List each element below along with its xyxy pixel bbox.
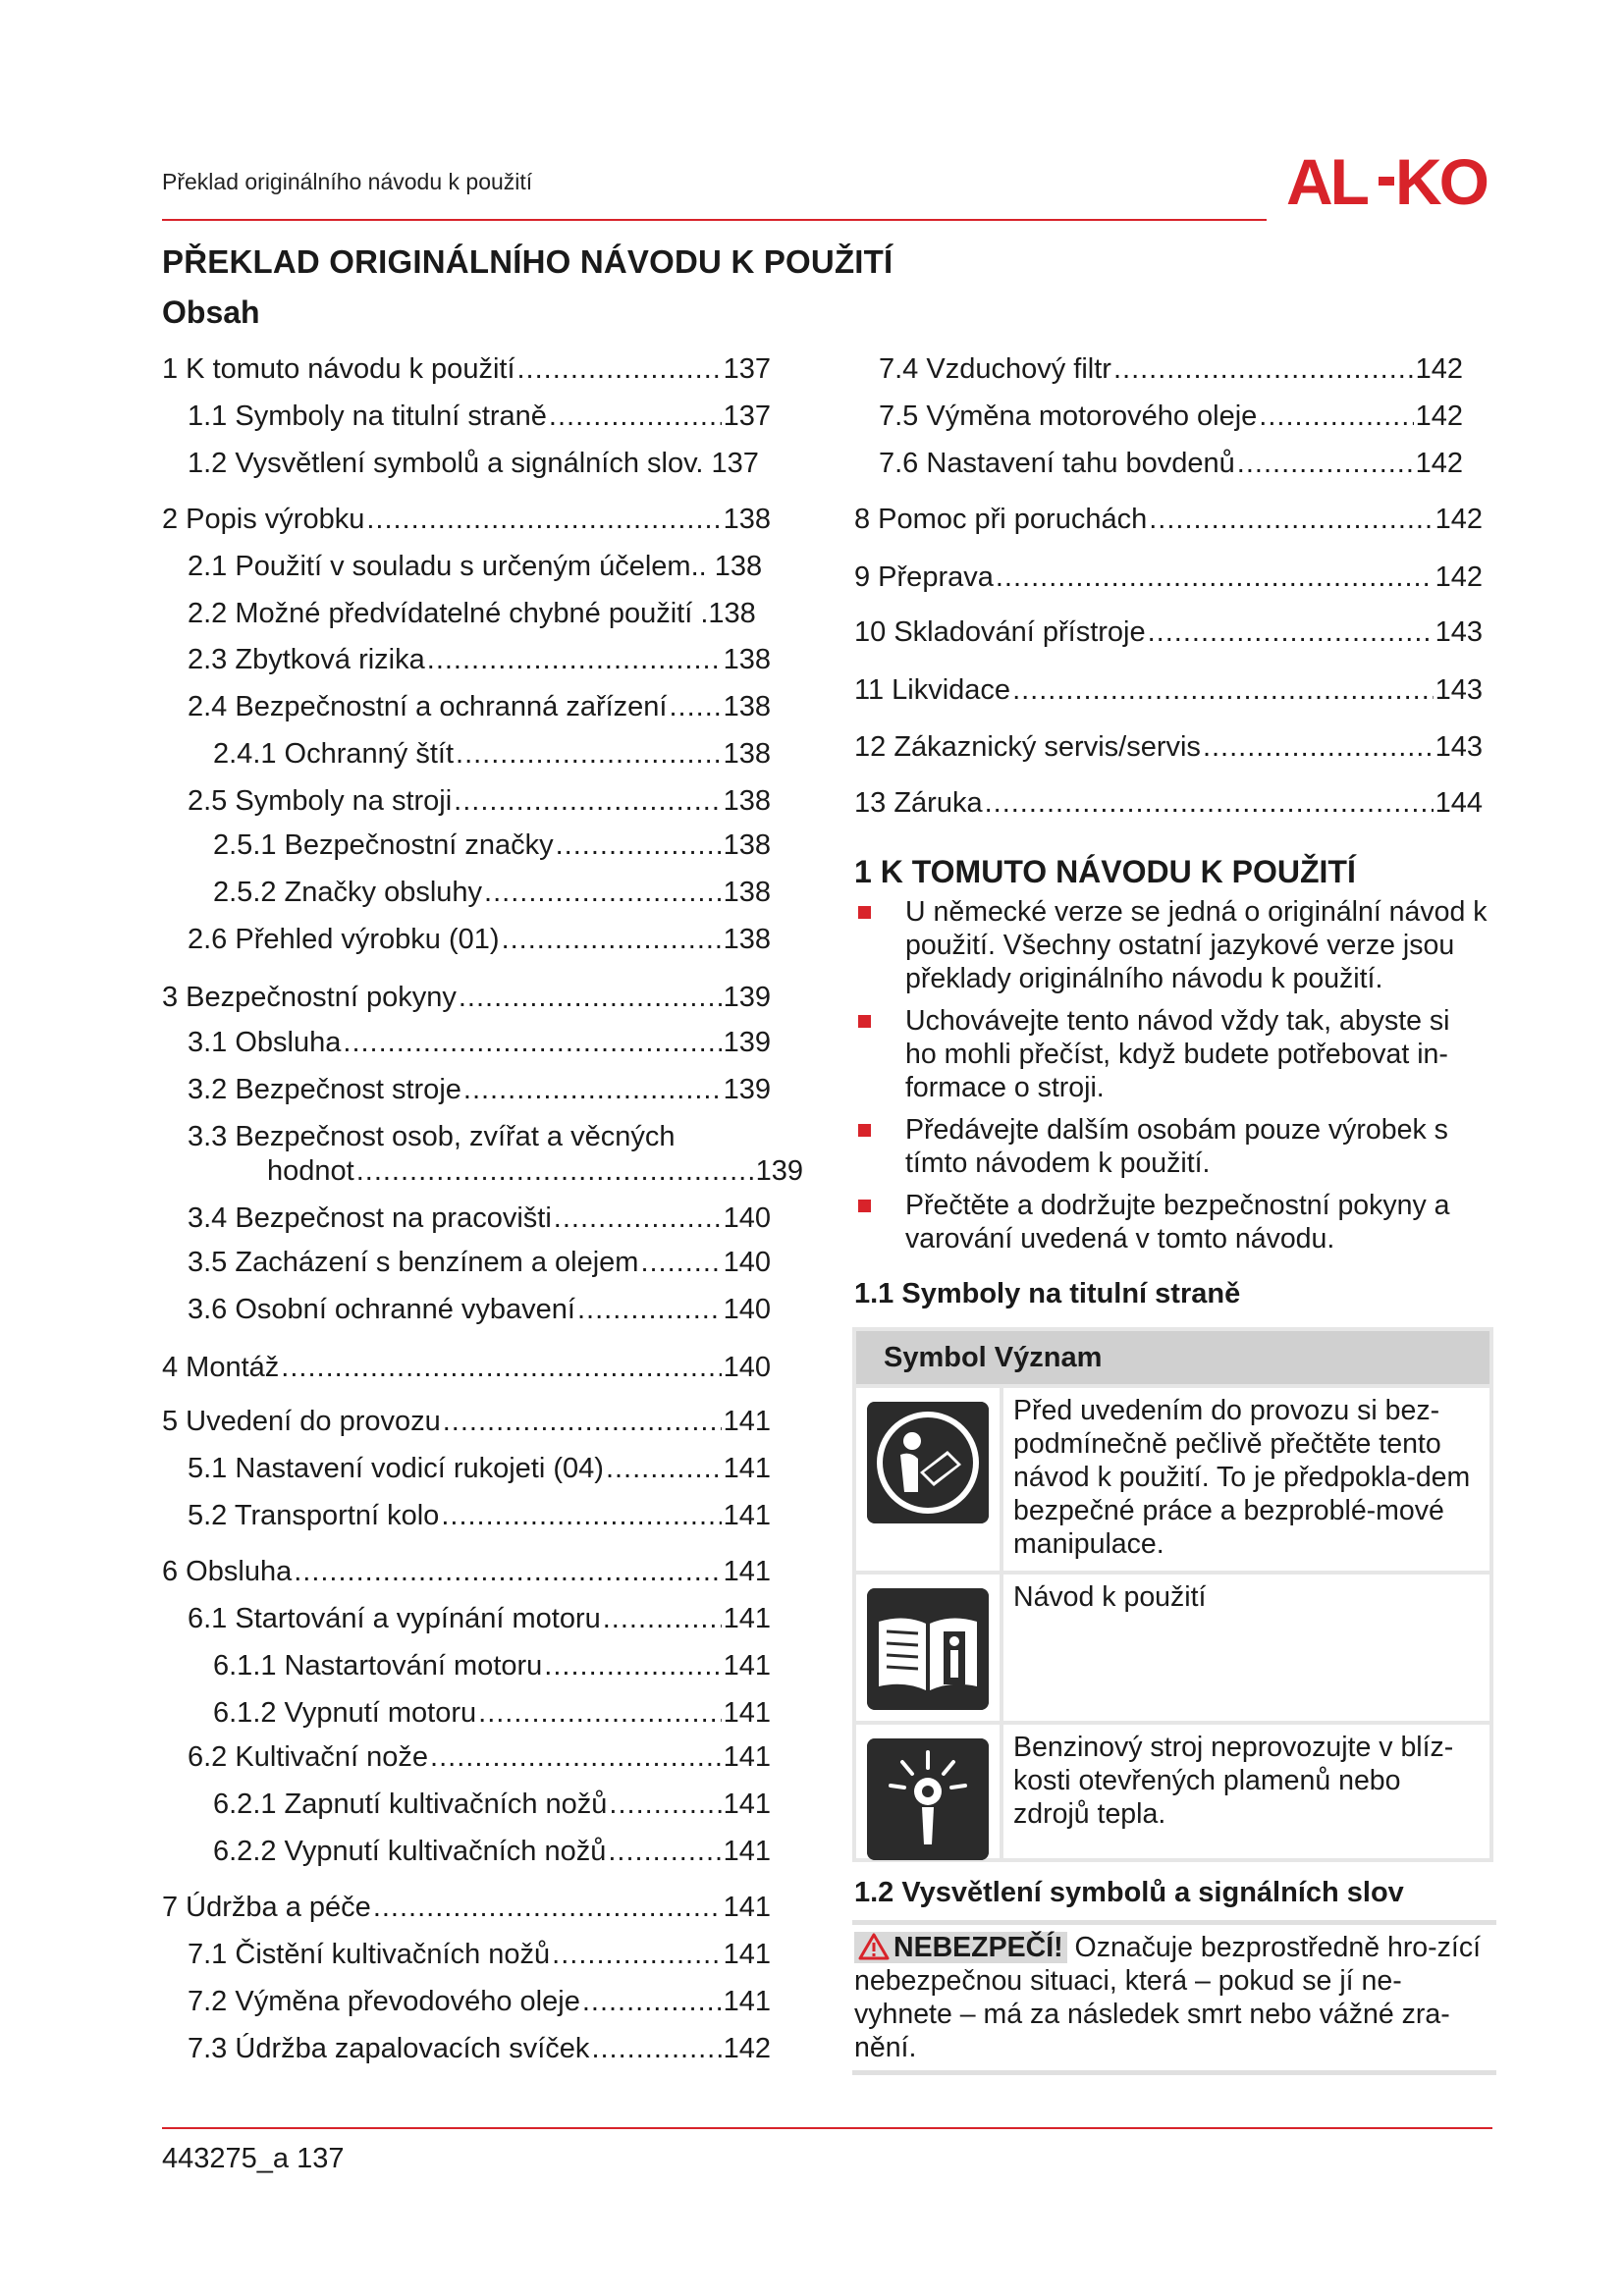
table-row [852,1725,1493,1862]
subsection-heading: 1.1 Symboly na titulní straně [854,1278,1241,1309]
danger-label-box [854,1932,1067,1963]
toc-entry[interactable]: 1 K tomuto návodu k použití ..... 137 [162,353,771,386]
toc-entry[interactable]: 2.2 Možné předvídatelné chybné použití .138 [188,598,756,629]
read-manual-icon [867,1402,989,1523]
contents-heading: Obsah [162,294,260,330]
toc-entry[interactable]: 6.1.2 Vypnutí motoru ..... 141 [213,1697,771,1730]
toc-entry[interactable]: 13 Záruka ..... 144 [854,787,1483,820]
running-header: Překlad originálního návodu k použití [162,169,533,194]
danger-text: Označuje bezprostředně hro-zící nebezpečnou situaci, která – pokud se jí ne-vyhnete – má za následek smrt nebo vážné zra-nění. [854,1932,1481,2063]
toc-entry[interactable]: 3 Bezpečnostní pokyny ..... 139 [162,982,771,1014]
subsection-heading: 1.2 Vysvětlení symbolů a signálních slov [854,1877,1404,1908]
bullet-list [854,895,1488,1264]
toc-entry[interactable]: 2.3 Zbytková rizika ..... 138 [188,644,771,676]
toc-entry[interactable]: 5.2 Transportní kolo ..... 141 [188,1500,771,1532]
table-cell: Návod k použití [1013,1581,1207,1613]
section-heading: 1 K TOMUTO NÁVODU K POUŽITÍ [854,854,1356,889]
toc-entry[interactable]: 1.1 Symboly na titulní straně ..... 137 [188,400,771,433]
toc-entry[interactable]: 3.1 Obsluha ..... 139 [188,1027,771,1059]
symbol-table [852,1327,1493,1862]
toc-entry[interactable]: 2.1 Použití v souladu s určeným účelem.. 138 [188,551,763,582]
header-rule [162,219,1267,221]
table-row [852,1388,1493,1575]
no-open-flame-icon [867,1738,989,1860]
toc-entry[interactable]: 10 Skladování přístroje ..... 143 [854,616,1483,649]
bullet-square-icon [858,1124,871,1137]
toc-entry[interactable]: 2.5.2 Značky obsluhy ..... 138 [213,877,771,909]
svg-text:KO: KO [1395,147,1487,214]
list-item: Uchovávejte tento návod vždy tak, abyste si ho mohli přečíst, když budete potřebovat in-formace o stroji. [854,1004,1488,1104]
toc-entry[interactable]: 2.4 Bezpečnostní a ochranná zařízení ..... 138 [188,691,771,723]
toc-entry[interactable]: 12 Zákaznický servis/servis ..... 143 [854,731,1483,764]
toc-entry[interactable]: 3.2 Bezpečnost stroje ..... 139 [188,1074,771,1106]
list-item: U německé verze se jedná o originální návod k použití. Všechny ostatní jazykové verze jsou překlady originálního návodu k použití. [854,895,1488,995]
toc-entry[interactable]: hodnot ..... 139 [267,1155,803,1188]
toc-entry[interactable]: 6.2.2 Vypnutí kultivačních nožů ..... 141 [213,1836,771,1868]
toc-entry[interactable]: 3.3 Bezpečnost osob, zvířat a věcných [188,1121,676,1152]
document-title: PŘEKLAD ORIGINÁLNÍHO NÁVODU K POUŽITÍ [162,243,893,280]
toc-entry[interactable]: 7.1 Čistění kultivačních nožů ..... 141 [188,1939,771,1971]
bullet-square-icon [858,1200,871,1212]
manual-info-icon [867,1588,989,1710]
toc-entry[interactable]: 3.6 Osobní ochranné vybavení ..... 140 [188,1294,771,1326]
table-cell: Benzinový stroj neprovozujte v blíz-kosti otevřených plamenů nebo zdrojů tepla. [1013,1732,1454,1830]
alko-logo [1284,147,1490,214]
table-header: Symbol Význam [852,1327,1493,1388]
toc-entry[interactable]: 4 Montáž ..... 140 [162,1352,771,1384]
danger-notice [852,1920,1496,2075]
toc-entry[interactable]: 6.2.1 Zapnutí kultivačních nožů ..... 141 [213,1789,771,1821]
list-item: Předávejte dalším osobám pouze výrobek s tímto návodem k použití. [854,1113,1488,1180]
toc-entry[interactable]: 2.5.1 Bezpečnostní značky ..... 138 [213,829,771,862]
toc-entry[interactable]: 9 Přeprava ..... 142 [854,561,1483,594]
toc-entry[interactable]: 2.4.1 Ochranný štít ..... 138 [213,738,771,771]
toc-entry[interactable]: 3.5 Zacházení s benzínem a olejem ..... 140 [188,1247,771,1279]
danger-label: NEBEZPEČÍ! [893,1932,1063,1963]
warning-triangle-icon [858,1933,890,1960]
footer-rule [162,2127,1492,2129]
toc-entry[interactable]: 7.2 Výměna převodového oleje ..... 141 [188,1986,771,2018]
toc-entry[interactable]: 3.4 Bezpečnost na pracovišti ..... 140 [188,1202,771,1235]
toc-entry[interactable]: 2.5 Symboly na stroji ..... 138 [188,785,771,818]
toc-entry[interactable]: 8 Pomoc při poruchách ..... 142 [854,504,1483,536]
page-footer: 443275_a 137 [162,2143,345,2174]
toc-entry[interactable]: 6.1 Startování a vypínání motoru ..... 141 [188,1603,771,1635]
toc-entry[interactable]: 11 Likvidace ..... 143 [854,674,1483,707]
toc-entry[interactable]: 7.6 Nastavení tahu bovdenů ..... 142 [879,448,1463,480]
toc-entry[interactable]: 6 Obsluha ..... 141 [162,1556,771,1588]
toc-entry[interactable]: 1.2 Vysvětlení symbolů a signálních slov. 137 [188,448,759,479]
bullet-square-icon [858,906,871,919]
toc-entry[interactable]: 7.4 Vzduchový filtr ..... 142 [879,353,1463,386]
bullet-square-icon [858,1015,871,1028]
toc-entry[interactable]: 7.3 Údržba zapalovacích svíček ..... 142 [188,2033,771,2065]
svg-text:AL: AL [1286,147,1367,214]
table-cell: Před uvedením do provozu si bez-podmínečně pečlivě přečtěte tento návod k použití. To je předpokla-dem bezpečné práce a bezproblé-mové manipulace. [1013,1395,1471,1560]
toc-entry[interactable]: 7.5 Výměna motorového oleje ..... 142 [879,400,1463,433]
table-row [852,1575,1493,1725]
toc-entry[interactable]: 7 Údržba a péče ..... 141 [162,1892,771,1924]
list-item: Přečtěte a dodržujte bezpečnostní pokyny a varování uvedená v tomto návodu. [854,1189,1488,1255]
toc-entry[interactable]: 6.1.1 Nastartování motoru ..... 141 [213,1650,771,1682]
toc-entry[interactable]: 2.6 Přehled výrobku (01) ..... 138 [188,924,771,956]
toc-entry[interactable]: 5 Uvedení do provozu ..... 141 [162,1406,771,1438]
toc-entry[interactable]: 6.2 Kultivační nože ..... 141 [188,1741,771,1774]
toc-entry[interactable]: 2 Popis výrobku ..... 138 [162,504,771,536]
toc-entry[interactable]: 5.1 Nastavení vodicí rukojeti (04) ..... 141 [188,1453,771,1485]
